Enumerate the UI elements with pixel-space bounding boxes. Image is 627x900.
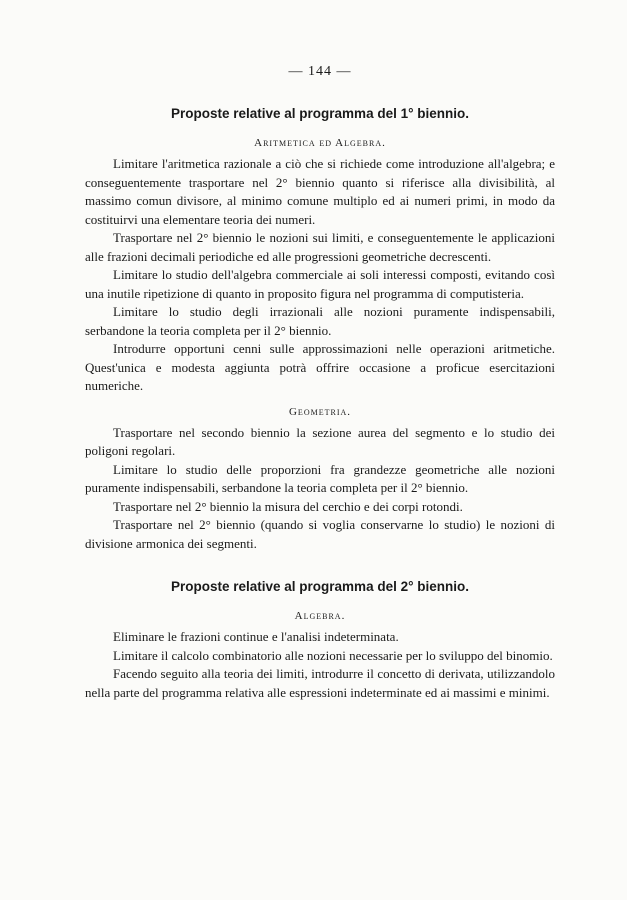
section1-subheading-geometry: Geometria.: [288, 405, 352, 418]
paragraph: Trasportare nel secondo biennio la sezione aurea del segmento e lo studio dei poligoni regolari.: [85, 424, 555, 458]
paragraph: Limitare lo studio degli irrazionali alle nozioni puramente indispensabili, serbandone la teoria completa per il 2° biennio.: [85, 304, 555, 338]
paragraph: Trasportare nel 2° biennio le nozioni sui limiti, e conseguentemente le applicazioni alle frazioni decimali periodiche ed alle progressioni geometriche decrescenti.: [85, 230, 555, 264]
paragraph: Limitare lo studio delle proporzioni fra grandezze geometriche alle nozioni puramente indispensabili, serbandone la teoria completa per il 2° biennio.: [85, 461, 555, 495]
paragraph: Trasportare nel 2° biennio (quando si voglia conservarne lo studio) le nozioni di divisione armonica dei segmenti.: [85, 517, 555, 551]
paragraph: Limitare il calcolo combinatorio alle nozioni necessarie per lo sviluppo del binomio.: [113, 647, 553, 663]
paragraph: Eliminare le frazioni continue e l'analisi indeterminata.: [113, 629, 399, 644]
paragraph: Limitare l'aritmetica razionale a ciò che si richiede come introduzione all'algebra; e conseguentemente trasportare nel 2° biennio quanto si riferisce alla divisibilità, al massimo comun divisore, al minimo comune multiplo ed ai numeri primi, in modo da costituirvi una elementare teoria dei numeri.: [85, 156, 555, 227]
section2-subheading-algebra: Algebra.: [294, 610, 346, 622]
page-content: [85, 64, 555, 702]
section1-title: Proposte relative al programma del 1° biennio.: [171, 106, 469, 121]
page-number: — 144 —: [288, 64, 352, 79]
paragraph: Limitare lo studio dell'algebra commerciale ai soli interessi composti, evitando così una inutile ripetizione di quanto in proposito figura nel programma di computisteria.: [85, 267, 555, 301]
paragraph: Introdurre opportuni cenni sulle approssimazioni nelle operazioni aritmetiche. Quest'unica e modesta aggiunta potrà offrire occasione a proficue esercitazioni numeriche.: [85, 341, 555, 393]
paragraph: Trasportare nel 2° biennio la misura del cerchio e dei corpi rotondi.: [113, 498, 463, 514]
section2-title: Proposte relative al programma del 2° biennio.: [171, 579, 469, 594]
section1-subheading-arithmetic: Aritmetica ed Algebra.: [254, 137, 386, 149]
paragraph: Facendo seguito alla teoria dei limiti, introdurre il concetto di derivata, utilizzandolo nella parte del programma relativa alle espressioni indeterminate ed ai massimi e minimi.: [85, 666, 555, 700]
